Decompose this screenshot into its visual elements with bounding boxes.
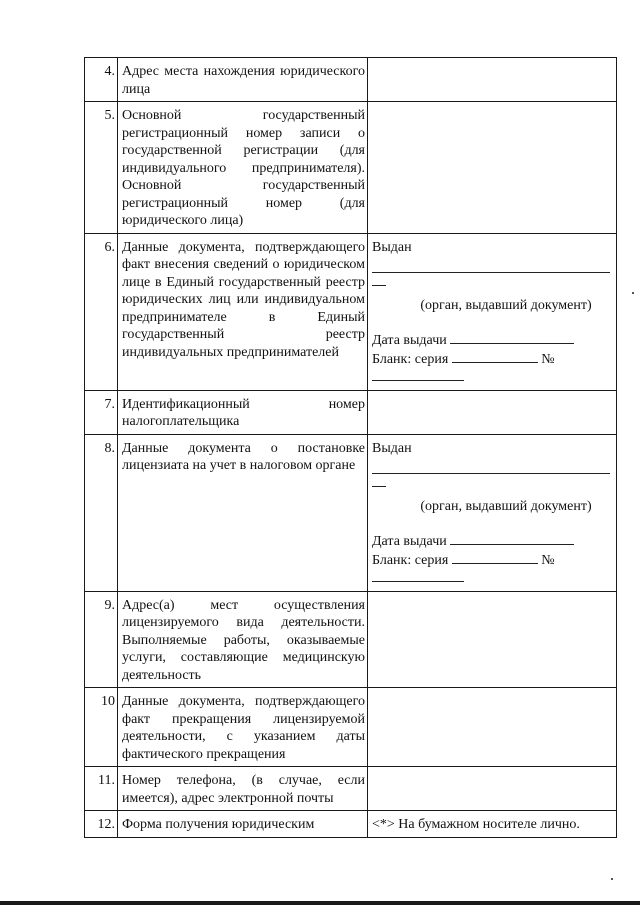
table-row (85, 58, 617, 102)
label-text: Данные документа о постановке лицензиата на учет в налоговом органе (122, 440, 365, 473)
blank-series-label: Бланк: серия (372, 552, 449, 568)
row-number: 6. (85, 233, 118, 390)
table-row (85, 591, 617, 688)
label-text: Данные документа, подтверждающего факт прекращения лицензируемой деятельности, с указанием даты фактического прекращения (122, 694, 365, 762)
value-cell[interactable] (368, 390, 617, 434)
row-number: 9. (85, 591, 118, 688)
table-row (85, 102, 617, 234)
row-label (118, 390, 368, 434)
table-row (85, 434, 617, 591)
scan-speck (611, 878, 613, 880)
issue-date-label: Дата выдачи (372, 333, 447, 348)
row-label (118, 233, 368, 390)
issued-by-line[interactable] (372, 459, 610, 474)
blank-number-field[interactable] (372, 368, 464, 381)
number-sign: № (541, 351, 555, 367)
issued-label: Выдан (372, 239, 412, 255)
row-label (118, 767, 368, 811)
label-text: Номер телефона, (в случае, если имеется), адрес электронной почты (122, 773, 365, 806)
row-number: 5. (85, 102, 118, 234)
number-sign: № (541, 552, 555, 568)
table-row (85, 767, 617, 811)
scan-edge-bar (0, 901, 640, 905)
issued-by-line[interactable] (372, 258, 610, 273)
label-text: Данные документа, подтверждающего факт внесения сведений о юридическом лице в Единый государственный реестр юридических лиц или индивидуальном предпринимателе в Единый государственный реестр индивидуальных предпринимателей (122, 239, 365, 360)
value-cell[interactable] (368, 767, 617, 811)
table-row (85, 233, 617, 390)
issue-date-label: Дата выдачи (372, 534, 447, 549)
issued-document-cell[interactable] (368, 233, 617, 390)
row-number: 10 (85, 688, 118, 767)
delivery-method-value[interactable]: <*> На бумажном носителе лично. (368, 811, 617, 838)
row-number: 7. (85, 390, 118, 434)
row-label (118, 688, 368, 767)
value-cell[interactable] (368, 688, 617, 767)
row-number: 12. (85, 811, 118, 838)
label-text: Идентификационный номер налогоплательщика (122, 396, 365, 429)
label-text: Адрес места нахождения юридического лица (122, 64, 365, 97)
issued-label: Выдан (372, 440, 412, 456)
table-row (85, 811, 617, 838)
row-label (118, 102, 368, 234)
table-row (85, 390, 617, 434)
blank-series-field[interactable] (452, 350, 538, 363)
row-number: 8. (85, 434, 118, 591)
issue-date-row (372, 532, 610, 551)
issued-document-cell[interactable] (368, 434, 617, 591)
blank-series-label: Бланк: серия (372, 351, 449, 367)
scan-speck (632, 292, 634, 294)
issued-by-line-continued[interactable] (372, 474, 386, 487)
authority-caption: (орган, выдавший документ) (420, 297, 592, 313)
row-label (118, 591, 368, 688)
issue-date-field[interactable] (450, 331, 574, 344)
label-text: Форма получения юридическим (122, 817, 315, 832)
blank-number-field[interactable] (372, 569, 464, 582)
authority-caption: (орган, выдавший документ) (420, 498, 592, 514)
row-label (118, 58, 368, 102)
application-form-table (84, 57, 617, 838)
issue-date-row (372, 331, 610, 350)
blank-series-row (372, 350, 610, 369)
label-text: Адрес(а) мест осуществления лицензируемого вида деятельности. Выполняемые работы, оказываемые услуги, составляющие медицинскую деятельность (122, 597, 365, 683)
row-label (118, 434, 368, 591)
blank-series-row (372, 551, 610, 570)
blank-series-field[interactable] (452, 551, 538, 564)
value-cell[interactable] (368, 58, 617, 102)
label-text: Основной государственный регистрационный номер записи о государственной регистрации (для индивидуального предпринимателя). Основной государственный регистрационный номер (для юридического лица) (122, 108, 365, 228)
row-number: 4. (85, 58, 118, 102)
issue-date-field[interactable] (450, 532, 574, 545)
table-row (85, 688, 617, 767)
value-cell[interactable] (368, 102, 617, 234)
row-number: 11. (85, 767, 118, 811)
issued-by-line-continued[interactable] (372, 273, 386, 286)
value-cell[interactable] (368, 591, 617, 688)
row-label (118, 811, 368, 838)
